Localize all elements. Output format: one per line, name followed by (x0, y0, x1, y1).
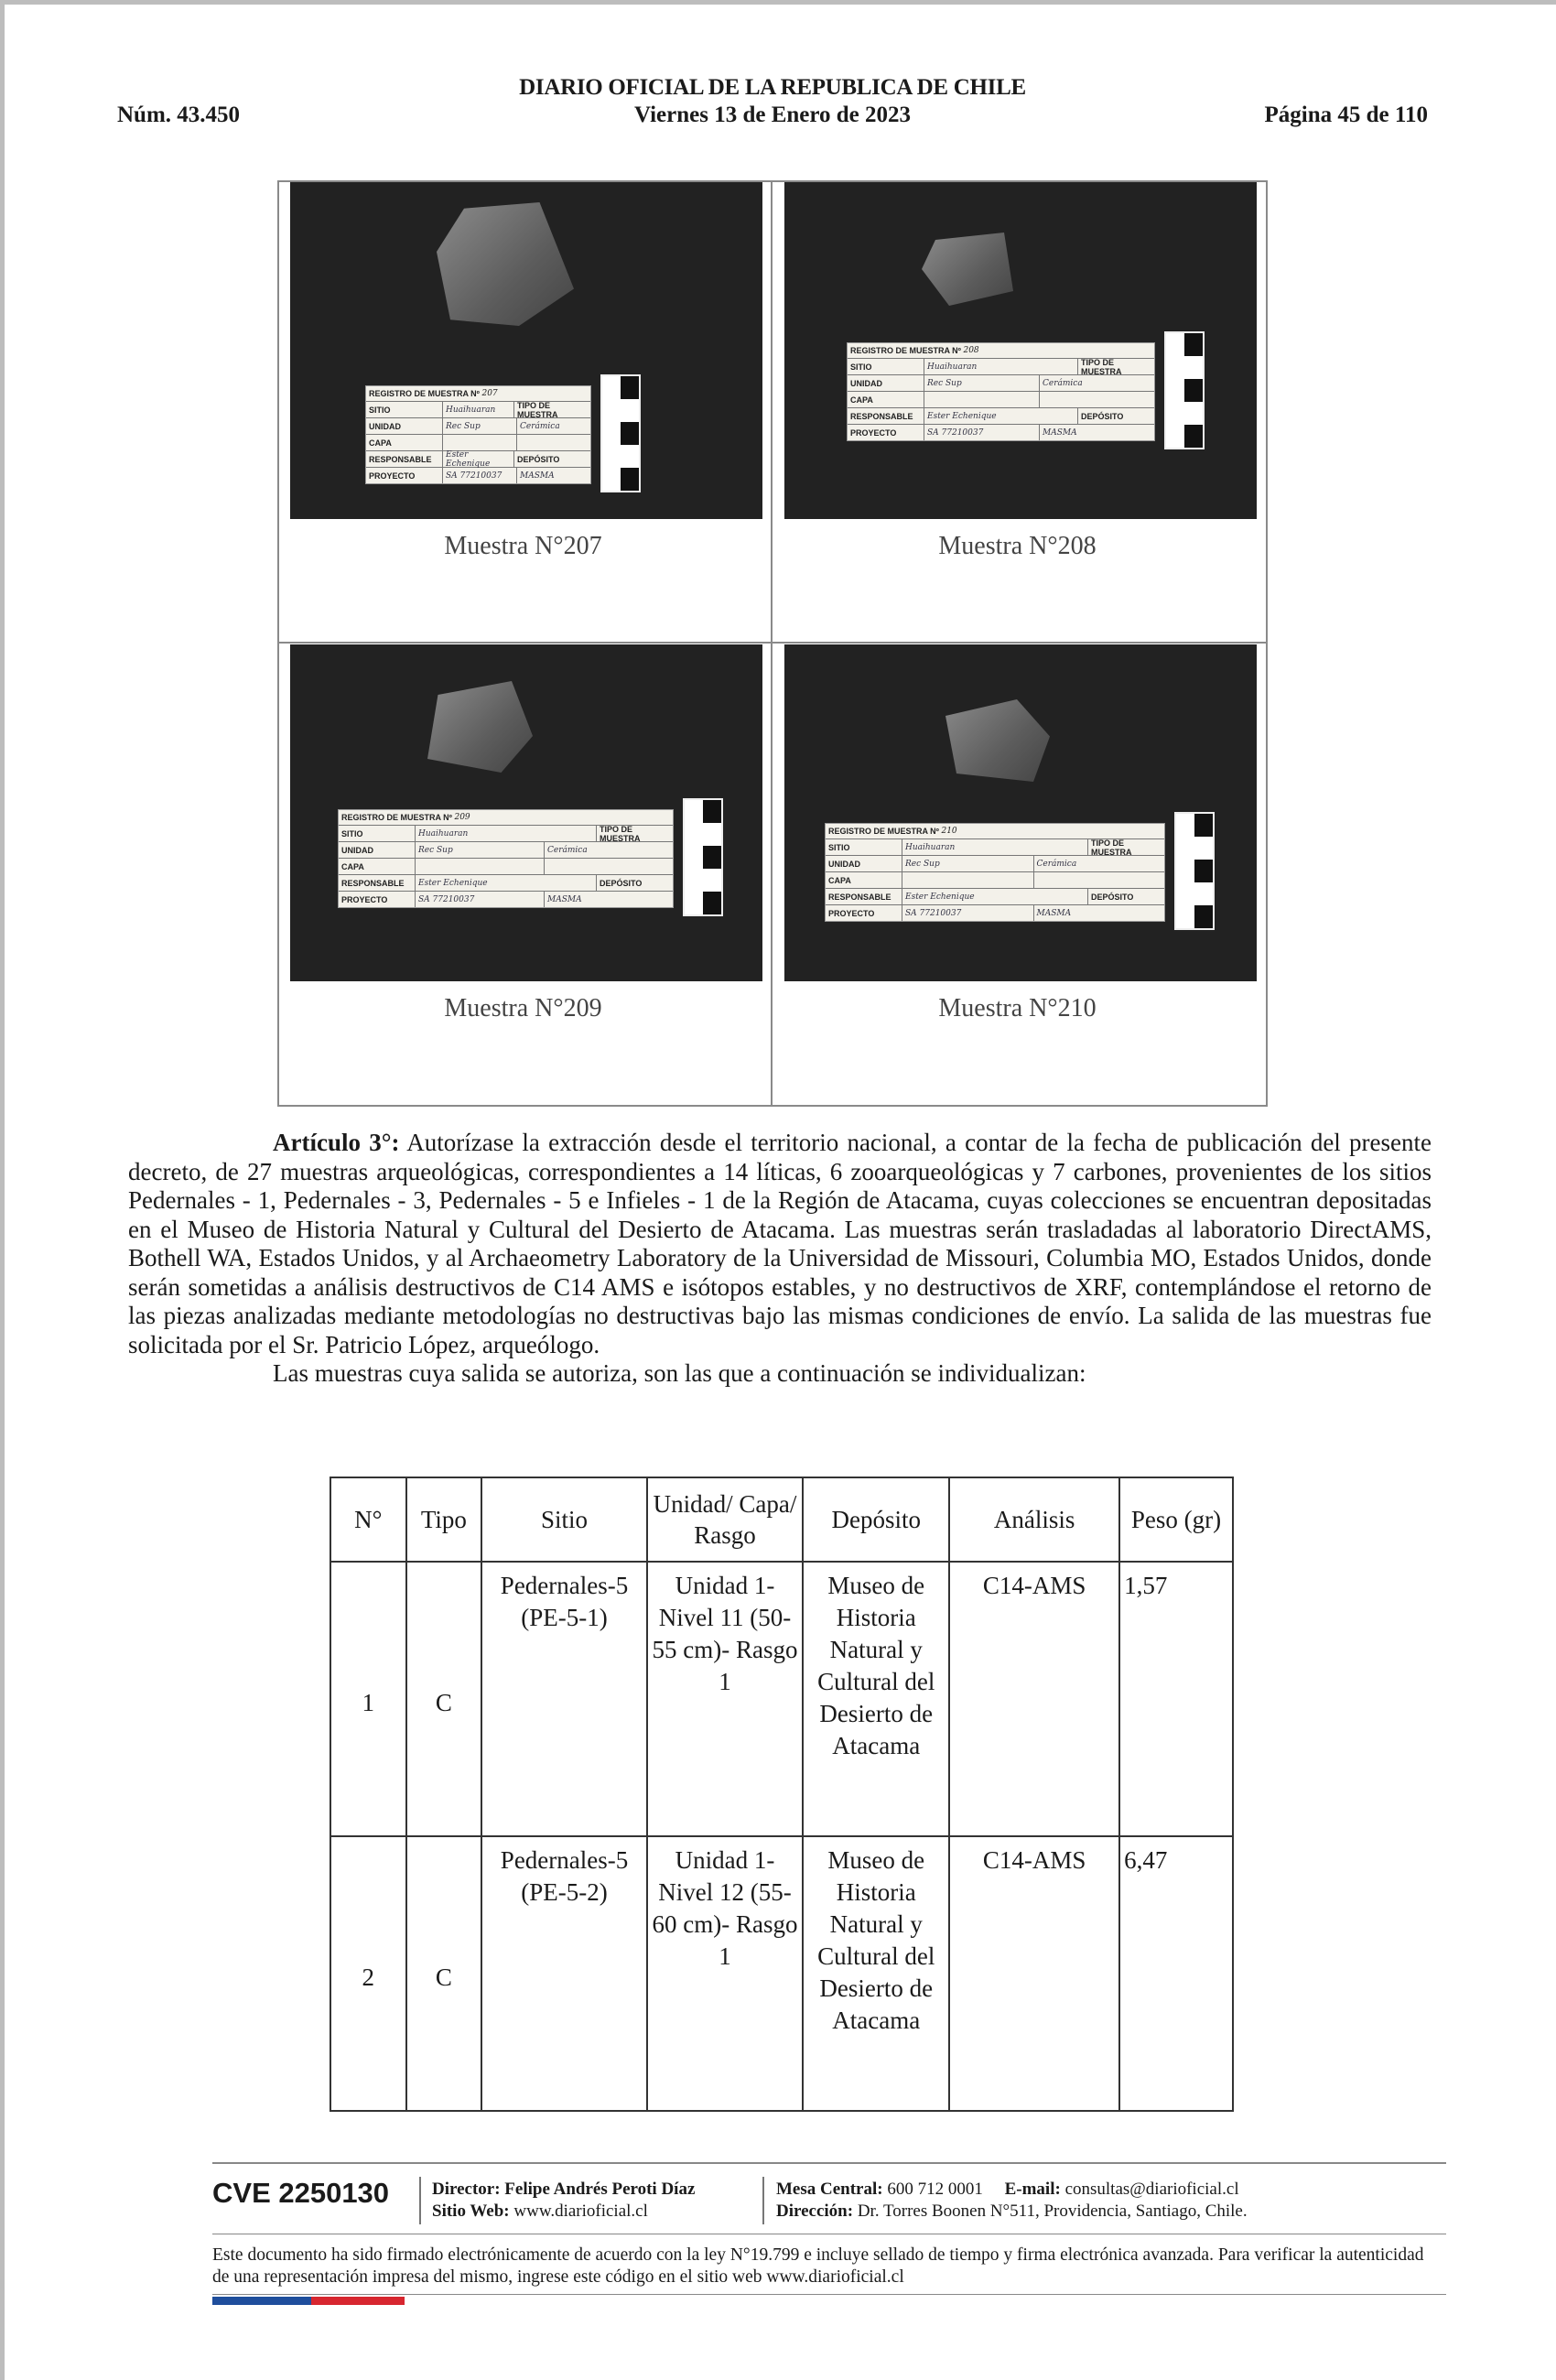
sample-photo (784, 644, 1257, 981)
email-label: E-mail: (1004, 2180, 1061, 2199)
sample-photo (290, 182, 762, 519)
sample-photo-cell (279, 644, 767, 1102)
legal-notice: Este documento ha sido firmado electrónicamente de acuerdo con la ley N°19.799 e incluye sellado de tiempo y firma electrónica avanzada. Para verificar la autenticidad de una representación impresa del mismo, ingrese este código en el sitio web www.diarioficial.cl (212, 2245, 1424, 2287)
samples-table (330, 1477, 1234, 2112)
cell-deposito: Museo de Historia Natural y Cultural del Desierto de Atacama (803, 1562, 949, 1836)
cell-analisis: C14-AMS (949, 1836, 1119, 2111)
photo-grid (277, 180, 1268, 1107)
article-intro: Las muestras cuya salida se autoriza, son las que a continuación se individualizan: (273, 1359, 1086, 1387)
photo-caption: Muestra N°210 (938, 994, 1097, 1022)
sample-photo-cell (773, 182, 1261, 640)
ceramic-fragment (437, 202, 574, 326)
scale-bar (683, 798, 723, 916)
sample-photo (784, 182, 1257, 519)
director-name: Felipe Andrés Peroti Díaz (504, 2180, 696, 2199)
ceramic-fragment (922, 233, 1013, 306)
sample-label-card: REGISTRO DE MUESTRA Nº 208 SITIO Huaihuaran TIPO DE MUESTRA UNIDAD Rec Sup Cerámica CAPA RESPONSABLE Ester Echenique DEPÓSITO PROYECTO SA 77210037 MASMA (847, 342, 1155, 441)
photo-caption: Muestra N°209 (444, 994, 602, 1022)
cell-peso: 6,47 (1119, 1836, 1233, 2111)
article-text: Autorízase la extracción desde el territorio nacional, a contar de la fecha de publicación del presente decreto, de 27 muestras arqueológicas, correspondientes a 14 líticas, 6 zooarqueológicas y 7 carbones, provenientes de los sitios Pedernales - 1, Pedernales - 3, Pedernales - 5 e Infieles - 1 de la Región de Atacama, cuyas colecciones se encuentran depositadas en el Museo de Historia Natural y Cultural del Desierto de Atacama. Las muestras serán trasladadas al laboratorio DirectAMS, Bothell WA, Estados Unidos, y al Archaeometry Laboratory de la Universidad de Missouri, Columbia MO, Estados Unidos, donde serán sometidas a análisis destructivos de C14 AMS e isótopos estables, y no destructivos de XRF, contemplándose el retorno de las piezas analizadas mediante metodologías no destructivas bajo las mismas condiciones de envío. La salida de las muestras fue solicitada por el Sr. Patricio López, arqueólogo. (128, 1129, 1432, 1358)
issue-date: Viernes 13 de Enero de 2023 (633, 103, 912, 127)
article-label: Artículo 3°: (273, 1129, 400, 1156)
cell-unidad: Unidad 1- Nivel 11 (50- 55 cm)- Rasgo 1 (647, 1562, 803, 1836)
page-number: Página 45 de 110 (1264, 103, 1428, 127)
cell-tipo: C (406, 1562, 482, 1836)
sample-photo-cell (773, 644, 1261, 1102)
col-sitio: Sitio (481, 1477, 647, 1562)
ceramic-fragment (940, 699, 1050, 782)
col-unidad: Unidad/ Capa/ Rasgo (647, 1477, 803, 1562)
publication-title: DIARIO OFICIAL DE LA REPUBLICA DE CHILE (519, 75, 1026, 100)
table-row (330, 1836, 1233, 2111)
table-header-row (330, 1477, 1233, 1562)
mesa-label: Mesa Central: (776, 2180, 883, 2199)
footer-separator (419, 2177, 421, 2224)
sample-label-card: REGISTRO DE MUESTRA Nº 209 SITIO Huaihuaran TIPO DE MUESTRA UNIDAD Rec Sup Cerámica CAPA RESPONSABLE Ester Echenique DEPÓSITO PROYECTO SA 77210037 MASMA (338, 809, 674, 908)
flag-stripe-red (311, 2297, 405, 2305)
col-deposito: Depósito (803, 1477, 949, 1562)
cell-sitio: Pedernales-5 (PE-5-2) (481, 1836, 647, 2111)
table-row (330, 1562, 1233, 1836)
footer-rule-bottom (212, 2294, 1446, 2295)
grid-divider-horizontal (279, 642, 1266, 644)
cell-analisis: C14-AMS (949, 1562, 1119, 1836)
flag-stripe-blue (212, 2297, 311, 2305)
issue-number: Núm. 43.450 (117, 103, 241, 127)
cell-n: 2 (330, 1836, 406, 2111)
article-paragraph (128, 1129, 1432, 1359)
col-analisis: Análisis (949, 1477, 1119, 1562)
web-label: Sitio Web: (432, 2202, 510, 2221)
scale-bar (1164, 331, 1205, 449)
footer-rule-top (212, 2162, 1446, 2164)
footer-separator (762, 2177, 764, 2224)
col-n: N° (330, 1477, 406, 1562)
cell-sitio: Pedernales-5 (PE-5-1) (481, 1562, 647, 1836)
sample-photo-cell (279, 182, 767, 640)
cell-n: 1 (330, 1562, 406, 1836)
card-registro: REGISTRO DE MUESTRA Nº 207 (366, 386, 590, 402)
ceramic-fragment (427, 681, 533, 773)
cell-peso: 1,57 (1119, 1562, 1233, 1836)
grid-divider-vertical (771, 182, 773, 1105)
photo-caption: Muestra N°207 (444, 532, 602, 560)
address: Dr. Torres Boonen N°511, Providencia, Santiago, Chile. (857, 2202, 1248, 2221)
sample-photo (290, 644, 762, 981)
card-registro: REGISTRO DE MUESTRA Nº 208 (848, 343, 1154, 359)
cell-tipo: C (406, 1836, 482, 2111)
sample-label-card: REGISTRO DE MUESTRA Nº 210 SITIO Huaihuaran TIPO DE MUESTRA UNIDAD Rec Sup Cerámica CAPA RESPONSABLE Ester Echenique DEPÓSITO PROYECTO SA 77210037 MASMA (825, 823, 1165, 922)
col-peso: Peso (gr) (1119, 1477, 1233, 1562)
article-body (128, 1129, 1432, 1389)
col-tipo: Tipo (406, 1477, 482, 1562)
cell-deposito: Museo de Historia Natural y Cultural del Desierto de Atacama (803, 1836, 949, 2111)
director-label: Director: (432, 2180, 501, 2199)
web-link[interactable]: www.diarioficial.cl (513, 2202, 648, 2221)
card-registro: REGISTRO DE MUESTRA Nº 210 (826, 824, 1164, 839)
cve-code: CVE 2250130 (212, 2177, 390, 2209)
footer-col-director (432, 2179, 695, 2223)
header-row (117, 103, 1428, 128)
cell-unidad: Unidad 1- Nivel 12 (55- 60 cm)- Rasgo 1 (647, 1836, 803, 2111)
card-registro: REGISTRO DE MUESTRA Nº 209 (339, 810, 673, 826)
email-link[interactable]: consultas@diarioficial.cl (1064, 2180, 1239, 2199)
sample-label-card: REGISTRO DE MUESTRA Nº 207 SITIO Huaihuaran TIPO DE MUESTRA UNIDAD Rec Sup Cerámica CAPA RESPONSABLE Ester Echenique DEPÓSITO PROYECTO SA 77210037 MASMA (365, 385, 591, 484)
scale-bar (1174, 812, 1215, 930)
mesa-phone: 600 712 0001 (887, 2180, 983, 2199)
scale-bar (600, 374, 641, 492)
address-label: Dirección: (776, 2202, 854, 2221)
photo-caption: Muestra N°208 (938, 532, 1097, 560)
footer-col-contact (776, 2179, 1248, 2223)
